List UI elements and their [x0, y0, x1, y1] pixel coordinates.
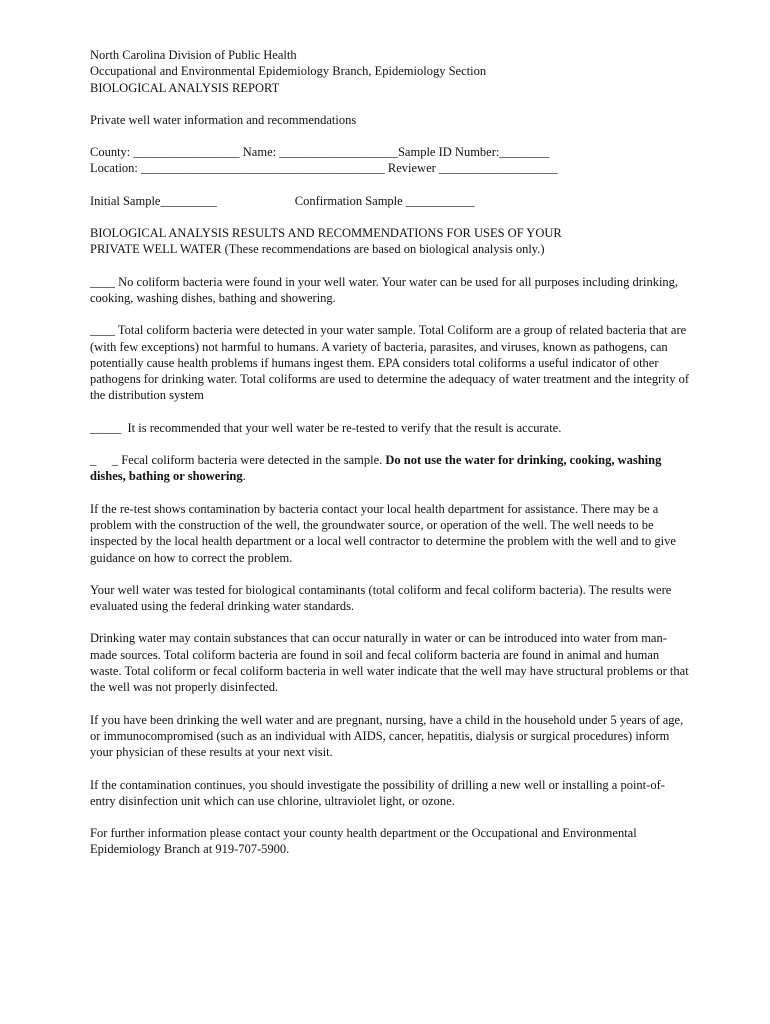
report-header [90, 47, 690, 96]
paragraph-pregnant: If you have been drinking the well water and are pregnant, nursing, have a child in the household under 5 years of age, or immunocompromised (such as an individual with AIDS, cancer, hepatitis, dialysis or surgical procedures) inform your physician of these results at your next visit. [90, 712, 684, 760]
no-coliform-text: No coliform bacteria were found in your well water. Your water can be used for all purposes including drinking, cooking, washing dishes, bathing and showering. [90, 274, 679, 305]
paragraph-further-info: For further information please contact your county health department or the Occupational and Environmental Epidemiology Branch at 919-707-5900. [90, 826, 637, 857]
agency-name: North Carolina Division of Public Health [90, 48, 297, 62]
fecal-coliform-warning: Do not use the water for drinking, cooking, washing dishes, bathing or showering [90, 453, 662, 484]
branch-name: Occupational and Environmental Epidemiology Branch, Epidemiology Section [90, 64, 487, 79]
county-name-sample-id-field[interactable]: County: _________________ Name: ___________________Sample ID Number:________ [90, 145, 550, 160]
report-page [90, 47, 690, 858]
sample-fields [90, 144, 690, 177]
page-subtitle: Private well water information and recommendations [90, 112, 357, 127]
option-total-coliform [90, 322, 690, 403]
paragraph-continues: If the contamination continues, you should investigate the possibility of drilling a new well or installing a point-of-entry disinfection unit which can use chlorine, ultraviolet light, or ozone. [90, 777, 665, 808]
paragraph-drinking-water: Drinking water may contain substances that can occur naturally in water or can be introduced into water from man-made sources. Total coliform bacteria are found in soil and fecal coliform bacteria are found in animal and human waste. Total coliform or fecal coliform bacteria in well water indicate that the well may have structural problems or that the well was not properly disinfected. [90, 631, 689, 695]
report-title: BIOLOGICAL ANALYSIS REPORT [90, 80, 280, 95]
location-reviewer-field[interactable]: Location: _______________________________________ Reviewer ___________________ [90, 161, 558, 176]
results-heading-line-2: PRIVATE WELL WATER (These recommendations are based on biological analysis only.) [90, 242, 545, 257]
confirmation-sample-field[interactable]: Confirmation Sample ___________ [294, 193, 475, 208]
fecal-coliform-checkbox-blank[interactable]: _ _ [90, 453, 119, 468]
fecal-coliform-end: . [242, 469, 246, 484]
retest-text: It is recommended that your well water be re-tested to verify that the result is accurate. [121, 420, 562, 435]
retest-checkbox-blank[interactable]: _____ [90, 420, 122, 435]
fecal-coliform-text: Fecal coliform bacteria were detected in the sample. [118, 453, 386, 468]
option-no-coliform [90, 274, 690, 307]
initial-sample-field[interactable]: Initial Sample_________ [90, 193, 217, 208]
paragraph-contamination: If the re-test shows contamination by bacteria contact your local health department for assistance. There may be a problem with the construction of the well, the groundwater source, or operation of the well. The well needs to be inspected by the local health department or a local well contractor to determine the problem with the well and to give guidance on how to correct the problem. [90, 501, 676, 565]
total-coliform-checkbox-blank[interactable]: ____ [90, 323, 115, 338]
option-fecal-coliform [90, 452, 690, 485]
paragraph-tested: Your well water was tested for biological contaminants (total coliform and fecal coliform bacteria). The results were evaluated using the federal drinking water standards. [90, 582, 672, 614]
no-coliform-checkbox-blank[interactable]: ____ [90, 274, 115, 289]
results-heading [90, 225, 690, 258]
results-heading-line-1: BIOLOGICAL ANALYSIS RESULTS AND RECOMMENDATIONS FOR USES OF YOUR [90, 226, 562, 241]
total-coliform-text: Total coliform bacteria were detected in your water sample. Total Coliform are a group of related bacteria that are (with few exceptions) not harmful to humans. A variety of bacteria, parasites, and viruses, known as pathogens, can potentially cause health problems if humans ingest them. EPA considers total coliforms a useful indicator of other pathogens for drinking water. Total coliforms are used to determine the adequacy of water treatment and the integrity of the distribution system [90, 323, 690, 403]
sample-type-fields [90, 193, 690, 209]
option-retest [90, 420, 690, 436]
